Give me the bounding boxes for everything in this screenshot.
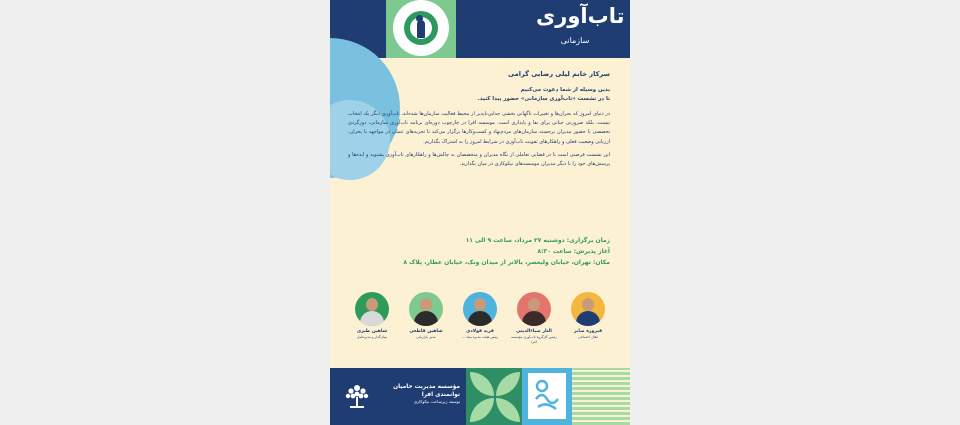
avatar [517,292,551,326]
header-navy-block-middle [456,0,530,58]
speaker-card [510,292,558,352]
avatar [355,292,389,326]
speaker-card [456,292,504,352]
speakers-row [348,292,612,352]
speaker-role: فعال اجتماعی [578,335,598,339]
intro-line: بدین وسیله از شما دعوت می‌کنیم [520,87,610,93]
org-name: مؤسسه مدیریت حامیان توانمندی افرا [393,384,460,398]
speaker-role: رئیس کارگروه تاب‌آوری مؤسسه افرا [511,335,557,344]
speaker-card [402,292,450,352]
speaker-card [348,292,396,352]
intro-line: تا در نشست «تاب‌آوری سازمانی» حضور پیدا کنید. [477,96,610,102]
avatar [409,292,443,326]
speaker-card [564,292,612,352]
speaker-name: شاهین طیری [356,329,388,334]
speaker-role: بنیان‌گذار و مدیرعامل [356,335,388,339]
partner-logo-icon [532,377,562,415]
footer-stripes [572,368,630,425]
avatar [571,292,605,326]
tree-logo-icon [344,382,370,410]
speaker-name: شاهین قاطعی [409,329,443,334]
invitation-poster [330,0,630,425]
salutation: سرکار خانم لیلی رضایی گرامی [507,70,610,78]
event-info [348,235,610,268]
intro-text [348,86,610,104]
speaker-name: الناز ضیاءالدینی [516,329,552,334]
event-reception: آغاز پذیرش: ساعت ۸:۳۰ [537,248,610,255]
person-figure-icon [417,20,425,38]
event-time: زمان برگزاری: دوشنبه ۲۷ مرداد، ساعت ۹ الی ۱۱ [465,237,610,244]
event-location: مکان: تهران، خیابان ولیعصر، بالاتر از میدان ونک، خیابان عطار، پلاک ۸ [403,259,610,266]
body-paragraph: در دنیای امروز که بحران‌ها و تغییرات ناگهانی بخشی جدایی‌ناپذیر از محیط فعالیت سازمان‌ها شده‌اند، تاب‌آوری دیگر یک انتخاب نیست، بلکه ضرورتی حیاتی برای بقا و پایداری است. موسسه افرا در چارچوب دوره‌ای برنامه تاب‌آوری سازمانی، دورگردی تخصصی با حضور مدیران برجسته سازمان‌های مردم‌نهاد و کسب‌وکارها برگزار می‌کند تا تجربه‌های عملی در مواجهه با بحران، ارزیابی وضعیت فعلی و راهکارهای تقویت تاب‌آوری در شرایط امروز را به اشتراک بگذاریم. [348,111,610,145]
event-logo-subtitle: سازمانی [560,36,590,45]
speaker-role: مدیر بازاریابی [416,335,436,339]
body-paragraph: این نشست فرصتی است تا در فضایی تعاملی از نگاه مدیران و متخصصان به چالش‌ها و راهکارهای تاب‌آوری بشنوید و ایده‌ها و پرسش‌های خود را با دیگر مدیران موسسه‌های نیکوکاری در میان بگذارید. [348,151,610,168]
avatar [463,292,497,326]
poster-header [330,0,630,58]
org-tagline: توسعه زیرساخت نیکوکاری [413,399,460,404]
event-logo-title: تاب‌آوری [536,4,625,28]
speaker-role: رئیس هیئت مدیره بنیاد ... [461,335,499,339]
speaker-name: فرید فولادی [466,329,494,334]
footer-org-text [376,383,460,405]
speaker-name: فیروزه صابر [573,329,603,334]
invitation-body [348,70,610,173]
